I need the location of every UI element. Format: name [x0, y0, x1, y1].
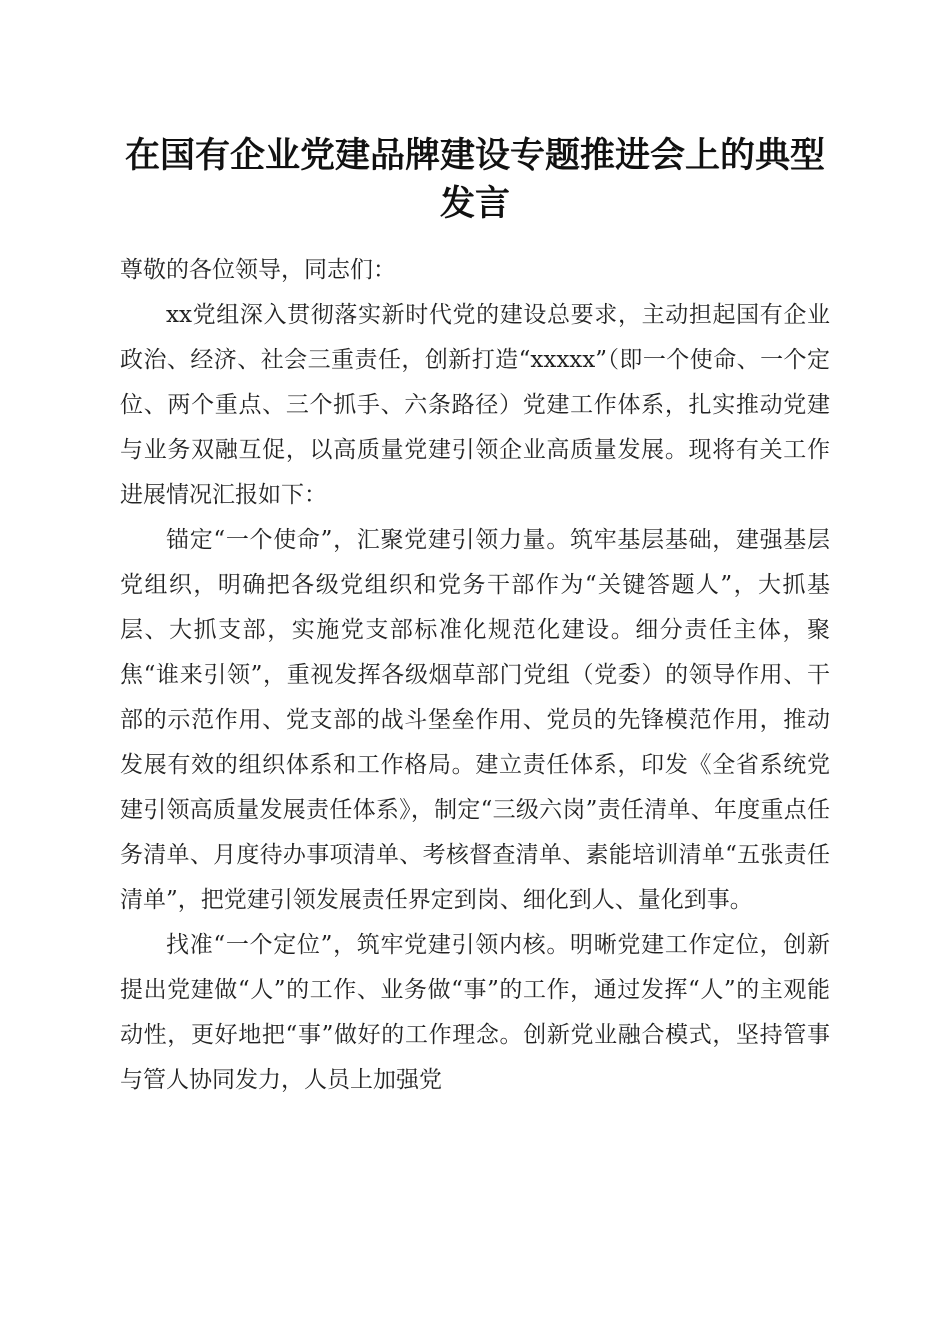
paragraph-positioning: 找准“一个定位”，筑牢党建引领内核。明晰党建工作定位，创新提出党建做“人”的工作、业务做“事”的工作，通过发挥“人”的主观能动性，更好地把“事”做好的工作理念。创新党业融合模式，坚持管事与管人协同发力，人员上加强党 — [120, 932, 830, 1093]
paragraph-mission: 锚定“一个使命”，汇聚党建引领力量。筑牢基层基础，建强基层党组织，明确把各级党组织和党务干部作为“关键答题人”，大抓基层、大抓支部，实施党支部标准化规范化建设。细分责任主体，聚焦“谁来引领”，重视发挥各级烟草部门党组（党委）的领导作用、干部的示范作用、党支部的战斗堡垒作用、党员的先锋模范作用，推动发展有效的组织体系和工作格局。建立责任体系，印发《全省系统党建引领高质量发展责任体系》，制定“三级六岗”责任清单、年度重点任务清单、月度待办事项清单、考核督查清单、素能培训清单“五张责任清单”，把党建引领发展责任界定到岗、细化到人、量化到事。 — [120, 527, 830, 913]
salutation: 尊敬的各位领导，同志们： — [120, 257, 396, 283]
paragraph-intro: xx党组深入贯彻落实新时代党的建设总要求，主动担起国有企业政治、经济、社会三重责任，创新打造“xxxxx”（即一个使命、一个定位、两个重点、三个抓手、六条路径）党建工作体系，扎实推动党建与业务双融互促，以高质量党建引领企业高质量发展。现将有关工作进展情况汇报如下： — [120, 302, 830, 508]
document-title: 在国有企业党建品牌建设专题推进会上的典型发言 — [124, 135, 825, 224]
document-body — [120, 248, 830, 1103]
